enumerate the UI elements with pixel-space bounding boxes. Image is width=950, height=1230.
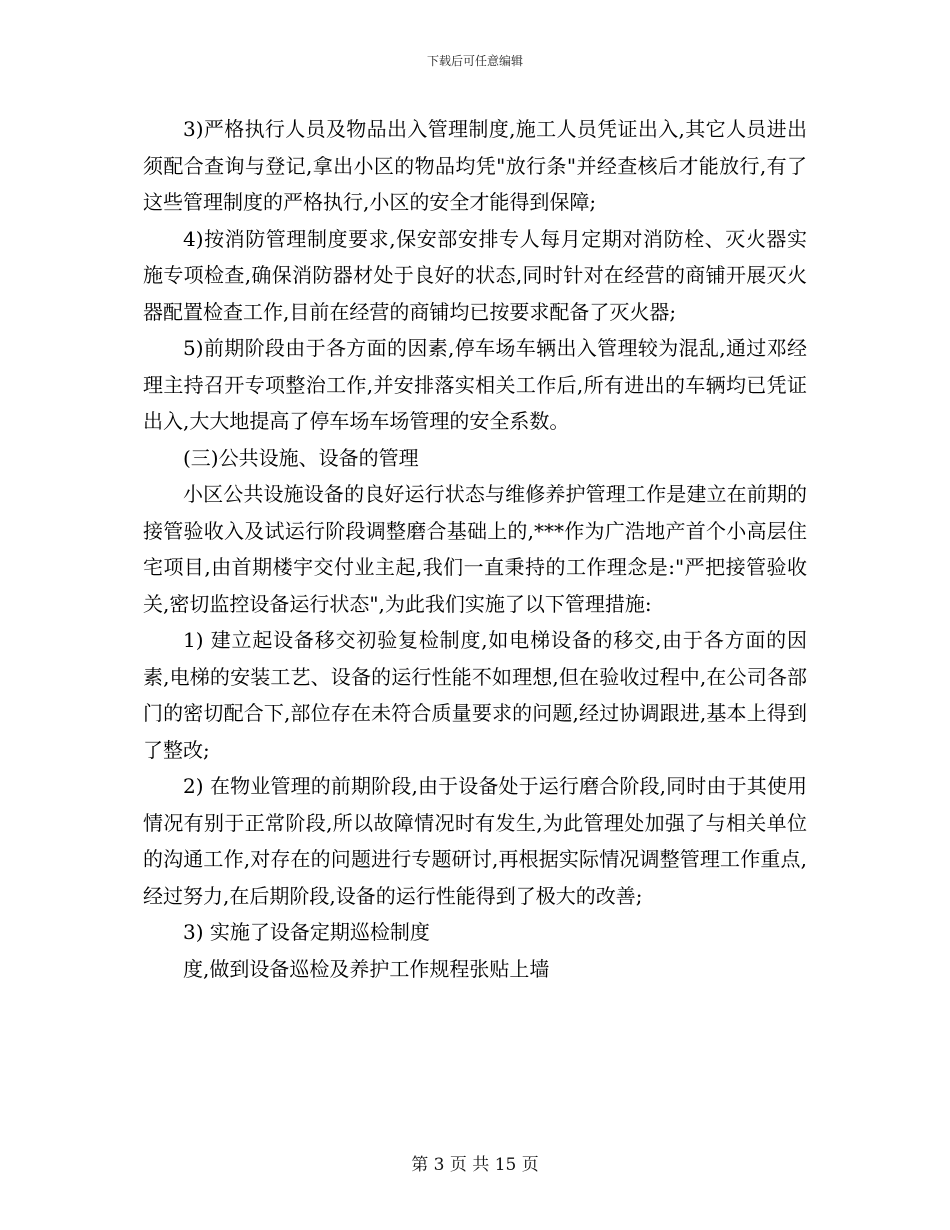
paragraph-item-4: 4)按消防管理制度要求,保安部安排专人每月定期对消防栓、灭火器实施专项检查,确保消防器材处于良好的状态,同时针对在经营的商铺开展灭火器配置检查工作,目前在经营的商铺均已按要求配备了灭火器; xyxy=(143,226,807,324)
paragraph-continuation: 度,做到设备巡检及养护工作规程张贴上墙 xyxy=(183,956,550,981)
section-heading-public-facilities: (三)公共设施、设备的管理 xyxy=(183,445,419,470)
paragraph-item-5: 5)前期阶段由于各方面的因素,停车场车辆出入管理较为混乱,通过邓经理主持召开专项整治工作,并安排落实相关工作后,所有进出的车辆均已凭证出入,大大地提高了停车场车场管理的安全系数。 xyxy=(143,336,807,433)
paragraph-measure-3: 3) 实施了设备定期巡检制度 xyxy=(183,920,430,944)
paragraph-item-3: 3)严格执行人员及物品出入管理制度,施工人员凭证出入,其它人员进出须配合查询与登记,拿出小区的物品均凭"放行条"并经查核后才能放行,有了这些管理制度的严格执行,小区的安全才能得到保障; xyxy=(143,117,807,214)
paragraph-intro-facilities: 小区公共设施设备的良好运行状态与维修养护管理工作是建立在前期的接管验收入及试运行阶段调整磨合基础上的,***作为广浩地产首个小高层住宅项目,由首期楼宇交付业主起,我们一直秉持的工作理念是:"严把接管验收关,密切监控设备运行状态",为此我们实施了以下管理措施: xyxy=(143,482,807,616)
page-footer: 第 3 页 共 15 页 xyxy=(411,1155,539,1175)
document-body xyxy=(143,111,807,987)
paragraph-measure-2: 2) 在物业管理的前期阶段,由于设备处于运行磨合阶段,同时由于其使用情况有别于正常阶段,所以故障情况时有发生,为此管理处加强了与相关单位的沟通工作,对存在的问题进行专题研讨,再根据实际情况调整管理工作重点,经过努力,在后期阶段,设备的运行性能得到了极大的改善; xyxy=(143,774,807,908)
page-header: 下载后可任意编辑 xyxy=(426,54,523,68)
paragraph-measure-1: 1) 建立起设备移交初验复检制度,如电梯设备的移交,由于各方面的因素,电梯的安装工艺、设备的运行性能不如理想,但在验收过程中,在公司各部门的密切配合下,部位存在未符合质量要求的问题,经过协调跟进,基本上得到了整改; xyxy=(143,628,807,762)
